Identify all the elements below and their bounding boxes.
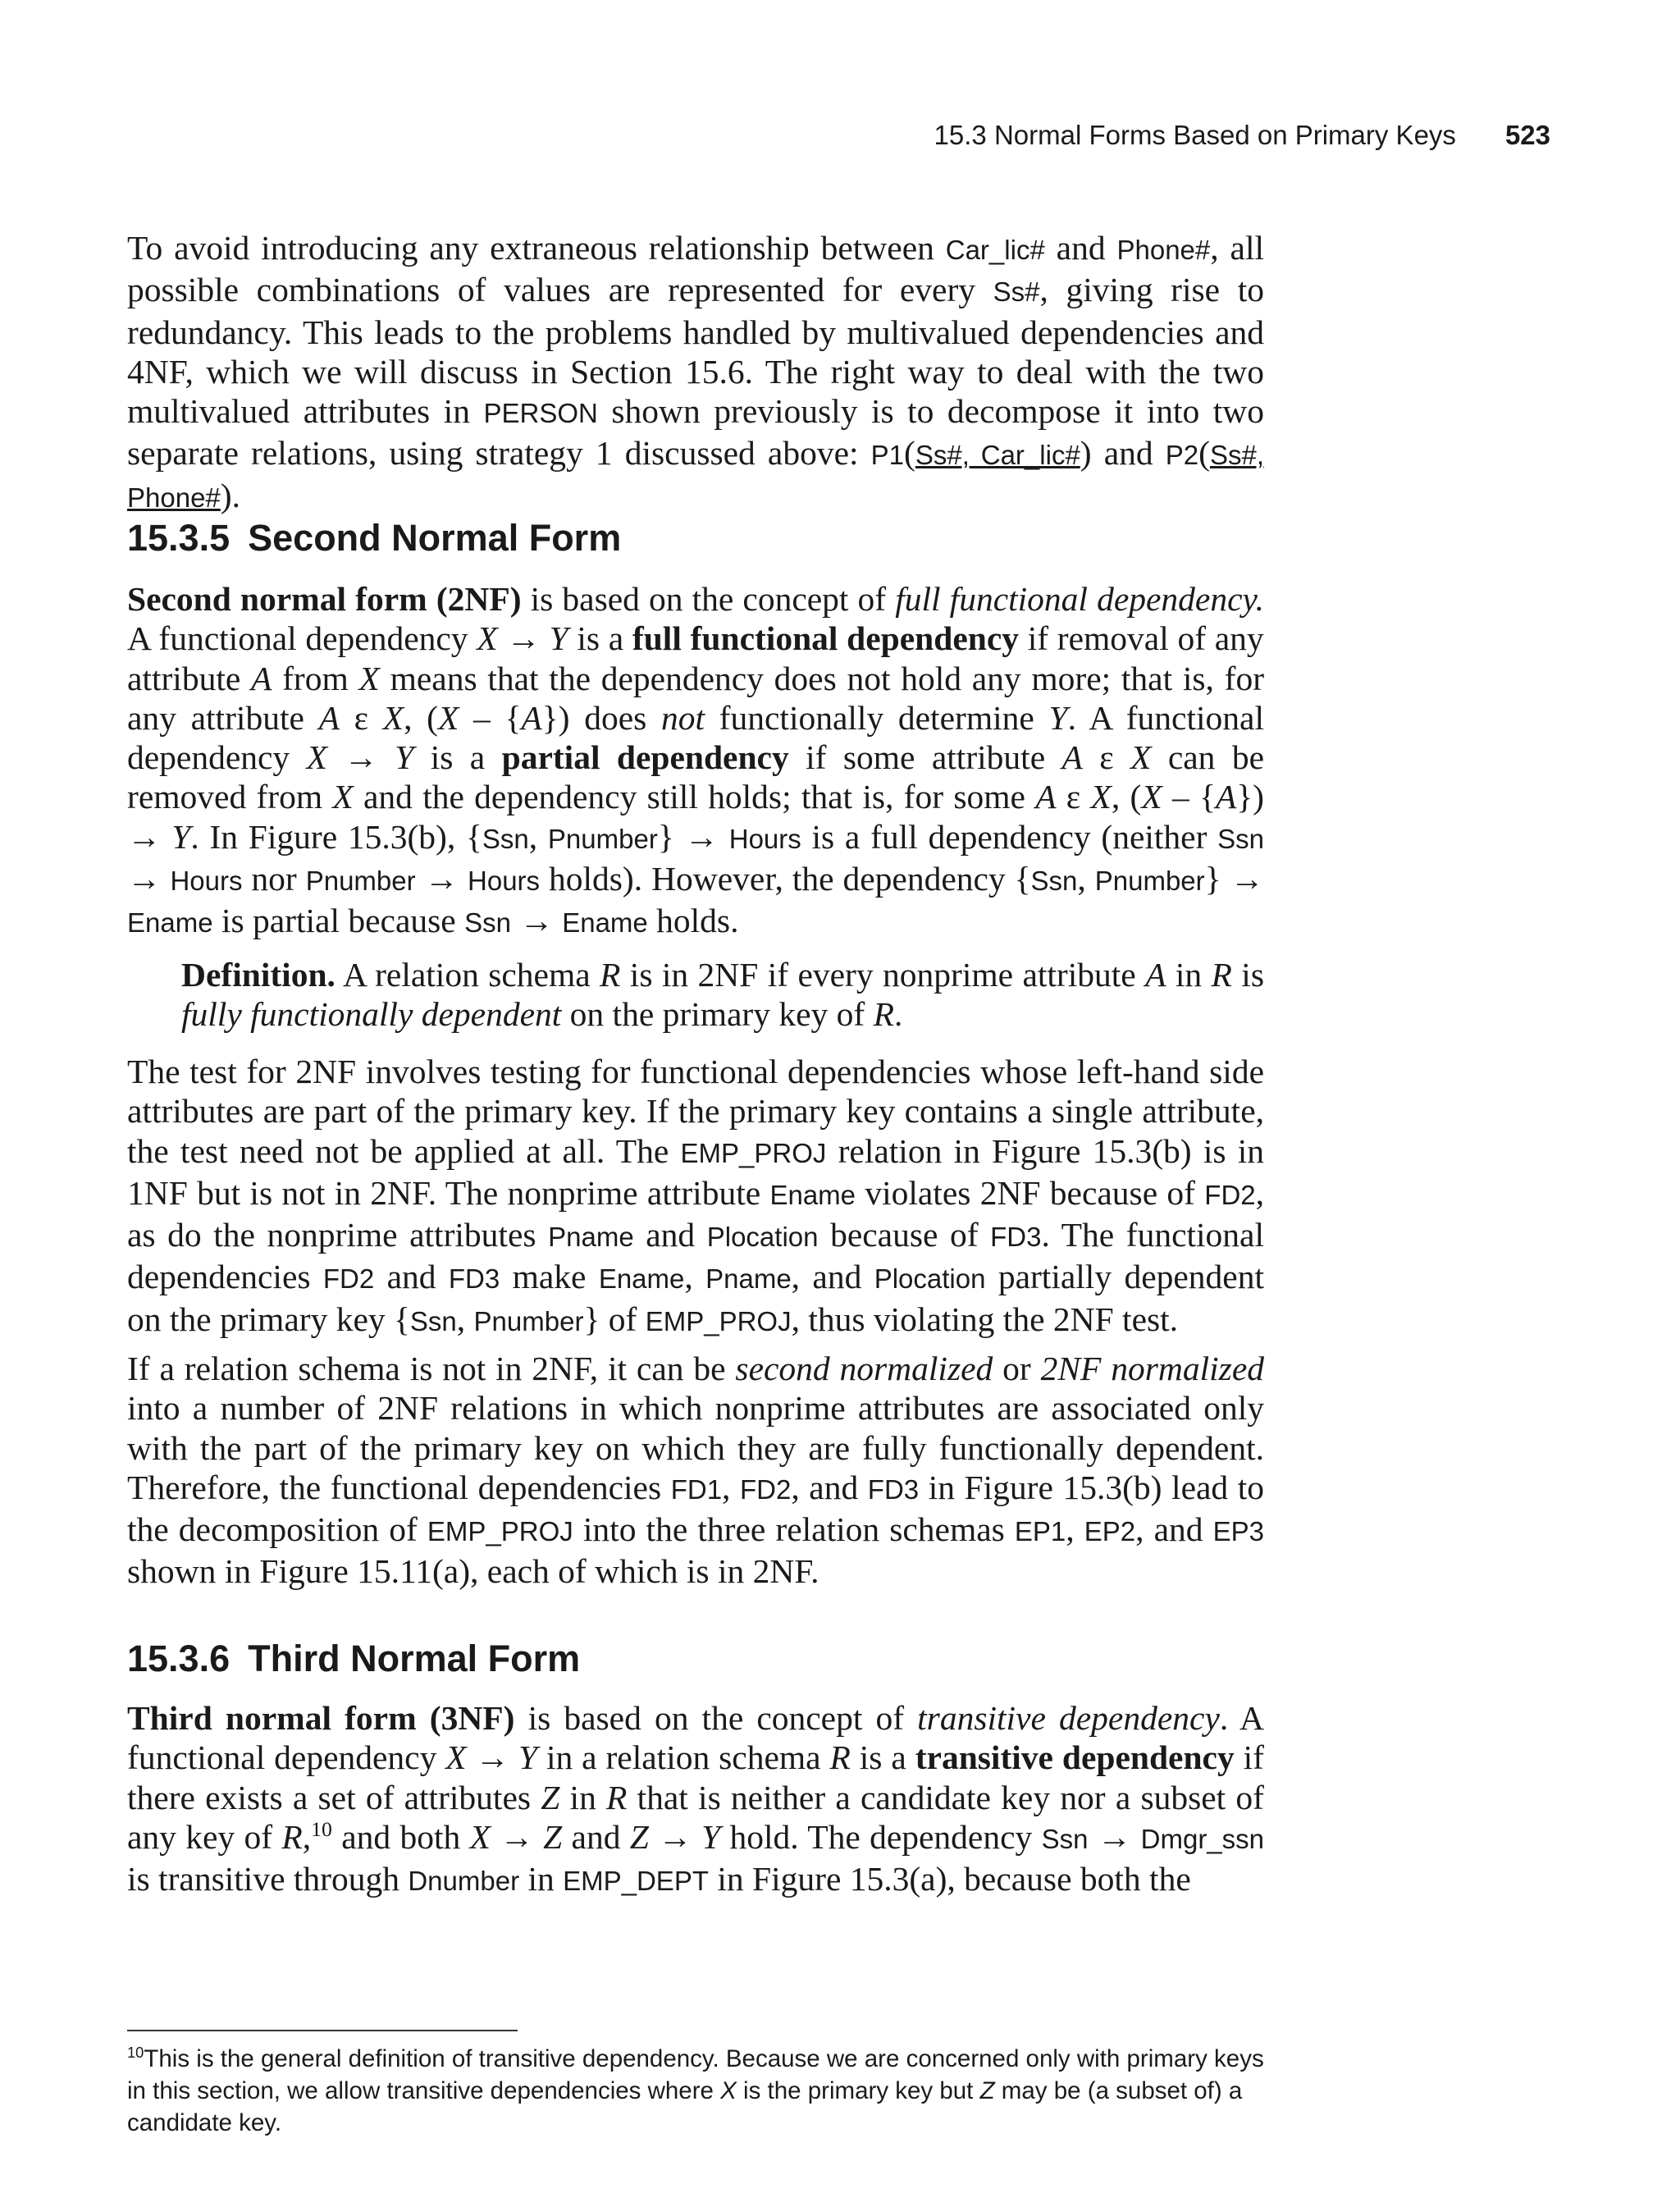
footnote: $^{10}$This is the general definition of transitive dependency. Because we are concerned only with primary keys in this section, we allow transitive dependencies where X is the primary key but Z may be (a subset of) a candidate key. xyxy=(127,2044,1264,2136)
page-number: 523 xyxy=(1504,120,1550,150)
running-head xyxy=(820,120,1550,151)
paragraph-2nf-test: The test for 2NF involves testing for functional dependencies whose left-hand side attributes are part of the primary key. If the primary key contains a single attribute, the test need not be applied at all. The EMP_PROJ relation in Figure 15.3(b) is in 1NF but is not in 2NF. The nonprime attribute Ename violates 2NF because of FD2, as do the nonprime attributes Pname and Plocation because of FD3. The functional dependencies FD2 and FD3 make Ename, Pname, and Plocation partially dependent on the primary key {Ssn, Pnumber} of EMP_PROJ, thus violating the 2NF test. xyxy=(127,1053,1265,1338)
attr-car-lic: Car_lic# xyxy=(945,235,1045,265)
relation-p1: P1 xyxy=(870,440,904,471)
relation-p2: P2 xyxy=(1165,440,1199,471)
running-head-section: 15.3 Normal Forms Based on Primary Keys xyxy=(934,120,1456,150)
definition-label: Definition. xyxy=(181,956,336,994)
paragraph-2nf-intro: Second normal form (2NF) is based on the concept of full functional dependency. A functional dependency X → Y is a full functional dependency if removal of any attribute A from X means that the dependency does not hold any more; that is, for any attribute A ε X, (X – {A}) does not functionally determine Y. A functional dependency X → Y is a partial dependency if some attribute A ε X can be removed from X and the dependency still holds; that is, for some A ε X, (X – {A}) → Y. In Figure 15.3(b), {Ssn, Pnumber} → Hours is a full dependency (neither Ssn → Hours nor Pnumber → Hours holds). However, the dependency {Ssn, Pnumber} → Ename is partial because Ssn → Ename holds. xyxy=(127,580,1265,940)
section-title: Second Normal Form xyxy=(248,517,622,559)
footnote-divider xyxy=(127,2030,518,2031)
paragraph-2nf-normalization: If a relation schema is not in 2NF, it can be second normalized or 2NF normalized into a number of 2NF relations in which nonprime attributes are associated only with the part of the primary key on which they are fully functionally dependent. Therefore, the functional dependencies FD1, FD2, and FD3 in Figure 15.3(b) lead to the decomposition of EMP_PROJ into the three relation schemas EP1, EP2, and EP3 shown in Figure 15.11(a), each of which is in 2NF. xyxy=(127,1350,1265,1591)
section-number: 15.3.6 xyxy=(127,1638,231,1679)
section-heading-3nf xyxy=(127,1638,580,1680)
footnote-marker: 10 xyxy=(311,1817,332,1842)
attr-ss: Ss# xyxy=(993,276,1040,308)
section-heading-2nf xyxy=(127,517,621,560)
section-number: 15.3.5 xyxy=(127,517,231,559)
footnote-number: 10 xyxy=(127,2044,144,2062)
paragraph-multivalued: To avoid introducing any extraneous relationship between Car_lic# and Phone#, all possible combinations of values are represented for every Ss#, giving rise to redundancy. This leads to the problems handled by multivalued dependencies and 4NF, which we will discuss in Section 15.6. The right way to deal with the two multivalued attributes in PERSON shown previously is to decompose it into two separate relations, using strategy 1 discussed above: P1(Ss#, Car_lic#) and P2(Ss#, Phone#). xyxy=(127,229,1265,514)
relation-p1-key: Ss#, Car_lic# xyxy=(915,440,1080,471)
section-title: Third Normal Form xyxy=(248,1638,581,1679)
relation-p2-key: Ss#, Phone# xyxy=(127,440,1264,513)
definition-2nf: Definition. A relation schema R is in 2NF if every nonprime attribute A in R is fully functionally dependent on the primary key of R. xyxy=(181,956,1264,1034)
attr-phone: Phone# xyxy=(1116,235,1211,265)
paragraph-3nf-intro: Third normal form (3NF) is based on the concept of transitive dependency. A functional dependency X → Y in a relation schema R is a transitive dependency if there exists a set of attributes Z in R that is neither a candidate key nor a subset of any key of R,$^{10}$ and both X → Z and Z → Y hold. The dependency Ssn → Dmgr_ssn is transitive through Dnumber in EMP_DEPT in Figure 15.3(a), because both the xyxy=(127,1699,1265,1898)
relation-person: PERSON xyxy=(483,398,598,429)
